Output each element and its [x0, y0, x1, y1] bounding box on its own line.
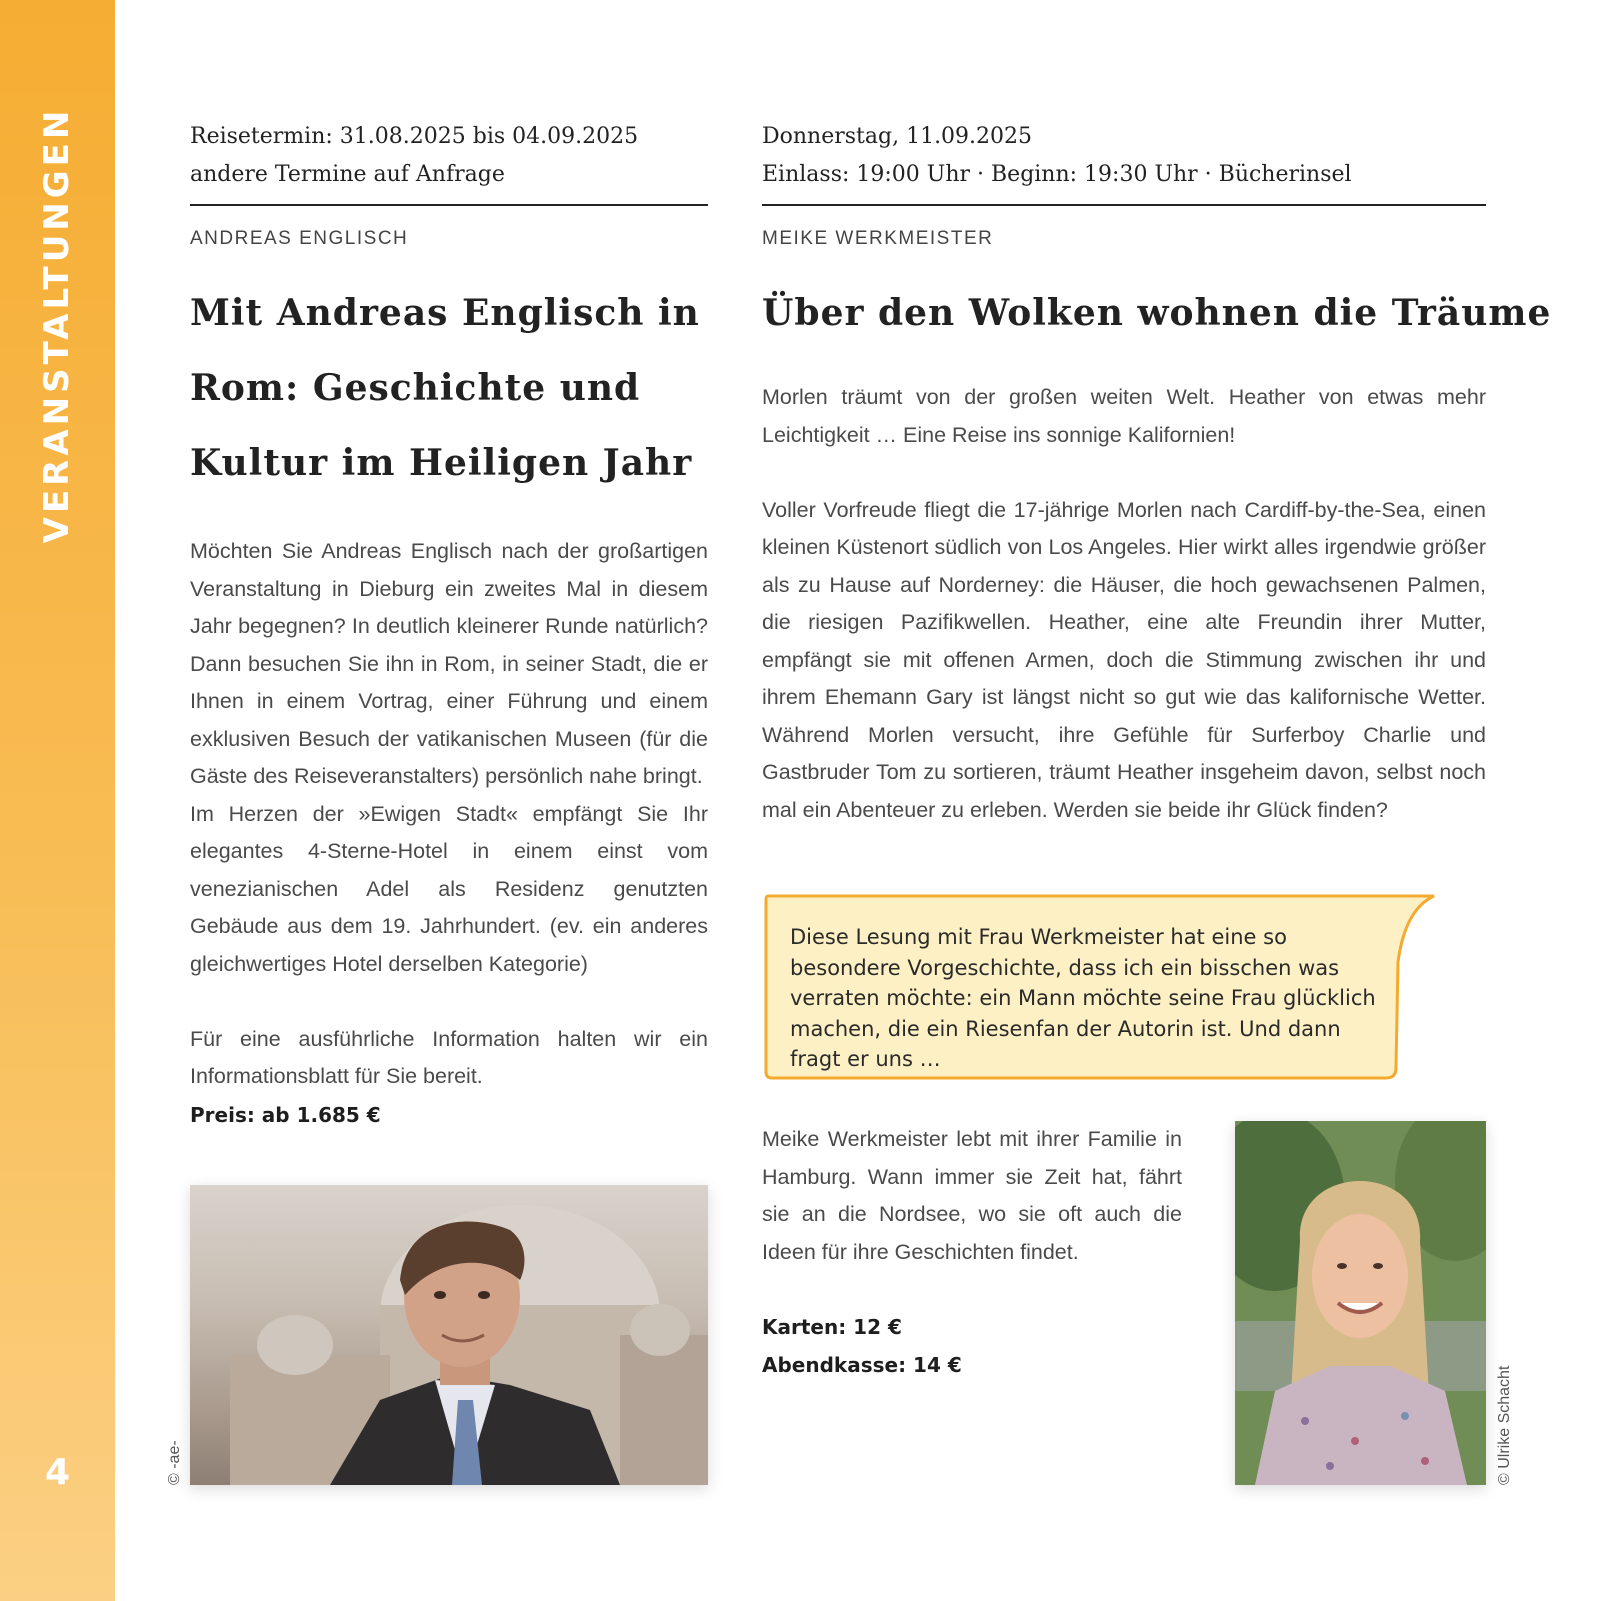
ticket-prices — [762, 1308, 962, 1384]
paragraph: Im Herzen der »Ewigen Stadt« empfängt Sie Ihr elegantes 4-Sterne-Hotel in einem einst vom venezianischen Adel als Residenz genutzten Gebäude aus dem 19. Jahrhundert. (ev. ein anderes gleichwertiges Hotel derselben Kategorie) — [190, 801, 708, 976]
box-office-price: Abendkasse: 14 € — [762, 1353, 962, 1377]
headline-line: Rom: Geschichte und — [190, 367, 641, 409]
author-name: ANDREAS ENGLISCH — [190, 228, 409, 249]
photo-credit: © Ulrike Schacht — [1496, 1365, 1513, 1485]
headline-line: Mit Andreas Englisch in — [190, 292, 700, 334]
event-headline — [190, 276, 708, 501]
divider — [190, 204, 708, 206]
photo-illustration — [190, 1185, 708, 1485]
photo-credit: © -ae- — [166, 1440, 183, 1485]
travel-note: andere Termine auf Anfrage — [190, 162, 505, 187]
author-name: MEIKE WERKMEISTER — [762, 228, 994, 249]
section-title: VERANSTALTUNGEN — [37, 106, 77, 544]
event-date: Donnerstag, 11.09.2025 — [762, 124, 1033, 149]
paragraph: Morlen träumt von der großen weiten Welt. Heather von etwas mehr Leichtigkeit … Eine Reise ins sonnige Kalifornien! — [762, 385, 1486, 447]
page-number: 4 — [44, 1452, 71, 1493]
paragraph: Voller Vorfreude fliegt die 17-jährige Morlen nach Cardiff-by-the-Sea, einen kleinen Küstenort südlich von Los Angeles. Hier wirkt alles irgendwie größer als zu Hause auf Norderney: die Häuser, die hoch gewachsenen Palmen, die riesigen Pazifikwellen. Heather, eine alte Freundin ihrer Mutter, empfängt sie mit offenen Armen, doch die Stimmung zwischen ihr und ihrem Ehemann Gary ist längst nicht so gut wie das kalifornische Wetter. Während Morlen versucht, ihre Gefühle für Surferboy Charlie und Gastbruder Tom zu sortieren, träumt Heather insgeheim davon, selbst noch mal ein Abenteuer zu erleben. Werden sie beide ihr Glück finden? — [762, 497, 1486, 822]
paragraph: Möchten Sie Andreas Englisch nach der großartigen Veranstaltung in Dieburg ein zweites Mal in diesem Jahr begegnen? In deutlich kleinerer Runde natürlich? Dann besuchen Sie ihn in Rom, in seiner Stadt, die er Ihnen in einem Vortrag, einer Führung und einem exklusiven Besuch der vatikanischen Museen (für die Gäste des Reiseveranstalters) persönlich nahe bringt. — [190, 539, 708, 788]
author-photo-englisch — [190, 1185, 708, 1485]
sidebar — [0, 0, 115, 1601]
highlight-note — [762, 892, 1436, 1082]
ticket-price: Karten: 12 € — [762, 1315, 902, 1339]
event-times-location: Einlass: 19:00 Uhr · Beginn: 19:30 Uhr · Bücherinsel — [762, 162, 1352, 187]
author-photo-werkmeister — [1235, 1121, 1486, 1485]
note-text: Diese Lesung mit Frau Werkmeister hat eine so besondere Vorgeschichte, dass ich ein bisschen was verraten möchte: ein Mann möchte seine Frau glücklich machen, die ein Riesenfan der Autorin ist. Und dann fragt er uns … — [790, 925, 1376, 1071]
headline-line: Kultur im Heiligen Jahr — [190, 442, 693, 484]
travel-date: Reisetermin: 31.08.2025 bis 04.09.2025 — [190, 124, 639, 149]
event-englisch — [190, 118, 708, 1134]
photo-illustration — [1235, 1121, 1486, 1485]
paragraph: Für eine ausführliche Information halten wir ein Informationsblatt für Sie bereit. — [190, 1026, 708, 1088]
event-description — [762, 379, 1486, 829]
author-bio: Meike Werkmeister lebt mit ihrer Familie in Hamburg. Wann immer sie Zeit hat, fährt sie an die Nordsee, wo sie oft auch die Ideen für ihre Geschichten findet. — [762, 1127, 1182, 1264]
event-headline: Über den Wolken wohnen die Träume — [762, 292, 1552, 334]
event-werkmeister — [762, 118, 1552, 829]
divider — [762, 204, 1486, 206]
event-description — [190, 533, 708, 1096]
price: Preis: ab 1.685 € — [190, 1102, 381, 1127]
